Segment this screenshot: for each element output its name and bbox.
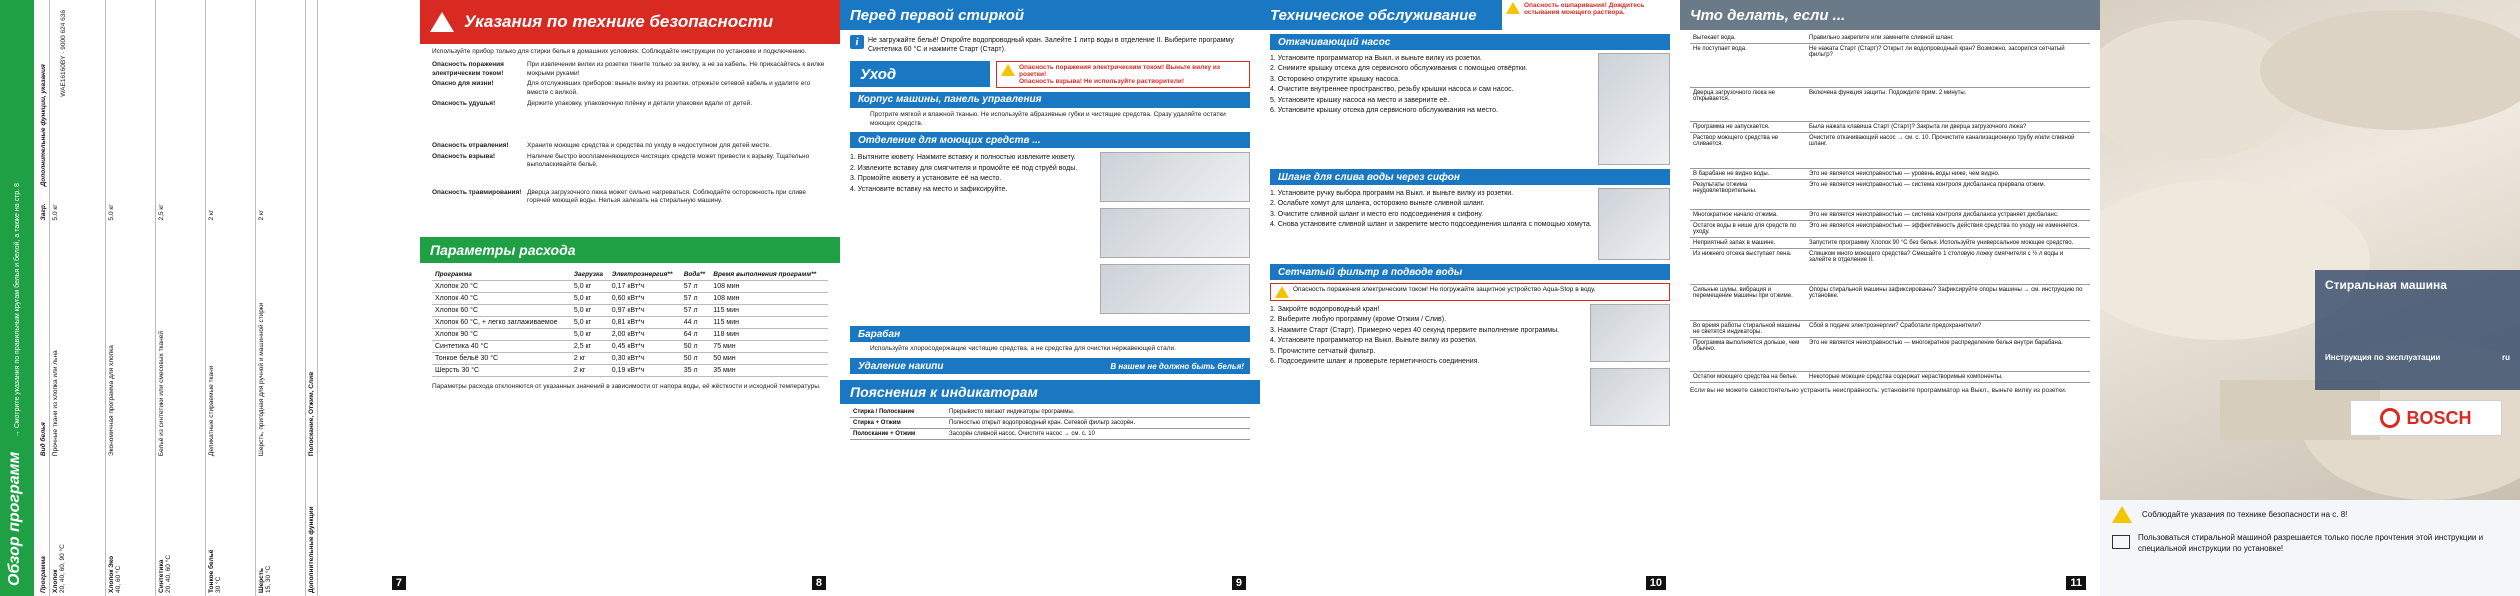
safety-header [420, 0, 840, 44]
row-temp: 40, 60 °C [115, 565, 122, 593]
row-name: Синтетика [158, 559, 165, 593]
cell: Была нажата клавиша Старт (Старт)? Закрыта ли дверца загрузочного люка? [1806, 122, 2090, 133]
towel-shape [2260, 10, 2520, 130]
cell: Хлопок 20 °C [432, 280, 571, 292]
troubleshooting-table [1690, 33, 2090, 383]
cell: Сильные шумы, вибрация и перемещение машины при отжиме. [1690, 285, 1806, 321]
cell: Некоторые моющие средства содержат нерастворимые компоненты. [1806, 372, 2090, 383]
table-row [1690, 338, 2090, 372]
cell: Во время работы стиральной машины не светятся индикаторы. [1690, 321, 1806, 338]
col-load: Загрузка [571, 269, 609, 281]
safety-label: Опасность удушья! [432, 99, 496, 107]
consumption-table [432, 269, 828, 377]
list-item [432, 153, 828, 187]
cell: 50 л [681, 340, 711, 352]
drum-text: Используйте хлоросодержащие чистящие средства, а не средства для очистки нержавеющей стали. [870, 345, 1176, 353]
table-row [850, 429, 1250, 440]
cell: Многократное начало отжима. [1690, 210, 1806, 221]
row-name: Тонкое бельё [208, 549, 215, 593]
cell: Правильно закрепите или замените сливной шланг. [1806, 33, 2090, 44]
page-number-10: 10 [1646, 576, 1666, 590]
list-item: 4. Установите программатор на Выкл. Выньте вилку из розетки. [1270, 337, 1477, 345]
care-panel [840, 0, 1260, 596]
table-row [1690, 169, 2090, 180]
warning-icon [1506, 2, 1520, 14]
scald-text: Опасность ошпаривания! Дождитесь остывания моющего раствора. [1524, 2, 1645, 16]
col-time: Время выполнения программ** [710, 269, 828, 281]
cell: Включена функция защиты. Подождите прим. 2 минуты. [1806, 88, 2090, 122]
cover-notes [2100, 506, 2520, 555]
table-row [850, 418, 1250, 429]
table-row [1690, 122, 2090, 133]
manual-title: Инструкция по эксплуатации [2325, 353, 2441, 362]
cell: 0,19 кВт*ч [609, 364, 681, 376]
list-item [432, 189, 828, 229]
cell: Остатки моющего средства на белье. [1690, 372, 1806, 383]
col-extra: Дополнительные функции, указания [38, 0, 50, 189]
safety-label: Опасность поражения электрическим током! [432, 60, 504, 77]
table-row [1690, 238, 2090, 249]
filter-header: Сетчатый фильтр в подводе воды [1270, 264, 1670, 280]
list-item: 2. Ослабьте хомут для шланга, осторожно выньте сливной шланг. [1270, 200, 1485, 208]
table-row [50, 0, 106, 596]
bosch-logo [2350, 400, 2502, 436]
list-item [432, 61, 828, 79]
safety-text: Наличие быстро воспламеняющихся чистящих средств может привести к взрыву. Тщательно выполаскивайте бельё. [527, 152, 810, 169]
list-item: 2. Извлеките вставку для смягчителя и промойте её под струёй воды. [850, 164, 1078, 172]
safety-label: Опасность травмирования! [432, 188, 522, 196]
safety-panel [420, 0, 840, 596]
table-row [432, 352, 828, 364]
filter-step: Установите программатор на Выкл. Выньте вилку из розетки. [1277, 337, 1477, 345]
cell: Неприятный запах в машине. [1690, 238, 1806, 249]
safety-label: Опасность взрыва! [432, 152, 496, 160]
cover-warning-text: Соблюдайте указания по технике безопасности на с. 8! [2142, 510, 2348, 519]
uhod-header: Уход [850, 61, 990, 87]
cell: 115 мин [710, 316, 828, 328]
hose-step: Установите ручку выбора программ на Выкл. и выньте вилку из розетки. [1277, 190, 1514, 197]
table-row [106, 0, 156, 596]
warning-icon [1275, 286, 1289, 298]
list-item: 3. Очистите сливной шланг и место его подсоединения к сифону. [1270, 210, 1484, 218]
cell: 57 л [681, 280, 711, 292]
model-number: WAE16160BY [60, 55, 67, 97]
row-load: 5,0 кг [106, 189, 156, 223]
pump-step: Снимите крышку отсека для сервисного обслуживания с помощью отвёртки. [1277, 65, 1528, 73]
warning-icon [1001, 64, 1015, 76]
col-type: Вид белья [38, 223, 50, 459]
cell: 0,30 кВт*ч [609, 352, 681, 364]
safety-title: Указания по технике безопасности [464, 12, 774, 31]
indicators-header: Пояснения к индикаторам [840, 380, 1260, 404]
cell: Хлопок 40 °C [432, 292, 571, 304]
table-row [206, 0, 256, 596]
filter-step: Нажмите Старт (Старт). Примерно через 40 секунд прервите выполнение программы. [1277, 326, 1560, 334]
row-temp: 15, 30 °C [265, 565, 272, 593]
cell: Из нижнего отсека выступает пена. [1690, 249, 1806, 285]
cell: Тонкое бельё 30 °C [432, 352, 571, 364]
hose-step: Ослабьте хомут для шланга, осторожно выньте сливной шланг. [1277, 200, 1485, 208]
before-first-wash-block [850, 35, 1250, 56]
table-row [306, 0, 318, 596]
uhod-warning [996, 61, 1250, 88]
cell: 118 мин [710, 328, 828, 340]
table-row [1690, 33, 2090, 44]
cell: Программа выполняется дольше, чем обычно. [1690, 338, 1806, 372]
list-item: 3. Промойте кювету и установите её на место. [850, 175, 1002, 183]
bosch-armature-icon [2380, 408, 2400, 428]
filter-step: Выберите любую программу (кроме Отжим / Слив). [1277, 316, 1447, 324]
table-row [432, 364, 828, 376]
table-row [432, 316, 828, 328]
cell: Запустите программу Хлопок 90 °C без белья. Используйте универсальное моющее средство. [1806, 238, 2090, 249]
cell: 44 л [681, 316, 711, 328]
cover-book-text: Пользоваться стиральной машиной разрешается только после прочтения этой инструкции и специальной инструкции по установке! [2138, 533, 2484, 553]
table-row [432, 304, 828, 316]
cell: Это не является неисправностью — система контроля дисбаланса прервала отжим. [1806, 180, 2090, 210]
table-row [1690, 249, 2090, 285]
cell: 0,81 кВт*ч [609, 316, 681, 328]
row-name: Хлопок [52, 569, 59, 593]
cell: 5,0 кг [571, 304, 609, 316]
row-note: Экономичная программа для хлопка [106, 223, 156, 459]
filter-step: Прочистите сетчатый фильтр. [1277, 347, 1376, 355]
cell: 2,00 кВт*ч [609, 328, 681, 340]
troubleshooting-header: Что делать, если ... [1680, 0, 2100, 30]
list-item [432, 100, 828, 140]
cell: 108 мин [710, 292, 828, 304]
list-item: 2. Выберите любую программу (кроме Отжим / Слив). [1270, 316, 1447, 324]
cell: 64 л [681, 328, 711, 340]
cell: Слишком много моющего средства? Смешайте 1 столовую ложку смягчителя с ½ л воды и залейте в отделение II. [1806, 249, 2090, 285]
program-overview-rotated [0, 0, 420, 596]
safety-text: Храните моющие средства и средства по уходу в недоступном для детей месте. [527, 141, 771, 149]
cell: Не поступает вода. [1690, 44, 1806, 88]
table-row [1690, 133, 2090, 169]
warning-icon [2112, 506, 2132, 523]
row-name: Хлопок Эко [108, 555, 115, 593]
table-row [156, 0, 206, 596]
cell: 35 мин [710, 364, 828, 376]
list-item: 5. Прочистите сетчатый фильтр. [1270, 347, 1376, 355]
list-item: 1. Закройте водопроводный кран! [1270, 306, 1380, 313]
list-item [432, 80, 828, 98]
cell: 2,5 кг [571, 340, 609, 352]
col-program: Программа [432, 269, 571, 281]
document-number: 9000 624 636 [60, 10, 67, 50]
table-row [1690, 321, 2090, 338]
cell: Сбой в подаче электроэнергии? Сработали предохранители? [1806, 321, 2090, 338]
pump-block [1270, 53, 1670, 165]
list-item: 6. Подсоедините шланг и проверьте герметичность соединения. [1270, 358, 1480, 366]
tray-illustration-1 [1100, 152, 1250, 202]
row-load: 5,0 кг [50, 189, 106, 223]
tray-step: Вытяните кювету. Нажмите вставку и полностью извлеките кювету. [857, 154, 1076, 162]
hose-step: Снова установите сливной шланг и закрепите место подсоединения шланга с помощью хомута. [1277, 221, 1592, 229]
cell: Результаты отжима неудовлетворительны. [1690, 180, 1806, 210]
cell: 0,17 кВт*ч [609, 280, 681, 292]
safety-text: Для отслуживших приборов: выньте вилку из розетки, отрежьте сетевой кабель и удалите его вместе с вилкой. [527, 80, 811, 97]
indicators-table [850, 407, 1250, 440]
col-load: Загр. [38, 189, 50, 223]
hose-block [1270, 188, 1670, 260]
tray-step: Промойте кювету и установите её на место. [857, 175, 1002, 183]
corpus-header: Корпус машины, панель управления [850, 92, 1250, 108]
table-row [1690, 221, 2090, 238]
descale-note: В нашем не должно быть белья! [1110, 361, 1244, 371]
row-load: 2,5 кг [156, 189, 206, 223]
cover-photo [2100, 0, 2520, 500]
cell: Хлопок 60 °C, + легко заглаживаемое [432, 316, 571, 328]
consumption-footnote: Параметры расхода отклоняются от указанных значений в зависимости от напора воды, её жёсткости и исходной температуры. [432, 382, 821, 390]
page-number-9: 9 [1232, 576, 1246, 590]
table-row [432, 292, 828, 304]
filter-step: Закройте водопроводный кран! [1277, 306, 1380, 313]
table-row [432, 340, 828, 352]
row-note: Бельё из синтетики или смесовых тканей [156, 223, 206, 459]
cell: 108 мин [710, 280, 828, 292]
program-table-header [38, 0, 50, 596]
pump-step: Установите крышку насоса на место и заверните её. [1277, 96, 1450, 104]
cell: 0,60 кВт*ч [609, 292, 681, 304]
cell: Остаток воды в нише для средств по уходу. [1690, 221, 1806, 238]
info-icon: i [850, 35, 864, 49]
list-item: 2. Снимите крышку отсека для сервисного обслуживания с помощью отвёртки. [1270, 65, 1528, 73]
program-table [38, 0, 318, 596]
tray-header: Отделение для моющих средств ... [850, 132, 1250, 148]
cell: Это не является неисправностью — многократное распределение белья внутри барабана. [1806, 338, 2090, 372]
tray-block [850, 152, 1250, 314]
cell: 50 мин [710, 352, 828, 364]
cell: Опоры стиральной машины зафиксированы? Зафиксируйте опоры машины → см. инструкцию по установке. [1806, 285, 2090, 321]
descale-title: Удаление накипи [858, 360, 944, 372]
pump-header: Откачивающий насос [1270, 34, 1670, 50]
hose-step: Очистите сливной шланг и место его подсоединения к сифону. [1277, 210, 1484, 218]
hose-header: Шланг для слива воды через сифон [1270, 169, 1670, 185]
cell: Очистите откачивающий насос → см. с. 10. Прочистите канализационную трубу и/или сливной шланг. [1806, 133, 2090, 169]
table-row [850, 407, 1250, 418]
book-icon [2112, 535, 2130, 549]
overview-intro: → Смотрите указания по правильным кругам белья и белой, а также на стр. 8 [14, 183, 21, 438]
table-row [1690, 285, 2090, 321]
consumption-header: Параметры расхода [420, 237, 840, 263]
row-note: Деликатные стираемые ткани [206, 223, 256, 459]
tray-illustration-2 [1100, 208, 1250, 258]
filter-warning-text: Опасность поражения электрическим током! Не погружайте защитное устройство Aqua-Stop в воду. [1293, 286, 1596, 293]
list-item: 1. Установите ручку выбора программ на Выкл. и выньте вилку из розетки. [1270, 190, 1514, 197]
cell: 5,0 кг [571, 292, 609, 304]
descale-header [850, 358, 1250, 374]
row-name: Шерсть [258, 568, 265, 593]
table-row [1690, 372, 2090, 383]
hose-illustration [1598, 188, 1670, 260]
warning-triangle-icon [430, 12, 454, 32]
bosch-brand-text: BOSCH [2406, 407, 2472, 428]
cell: 75 мин [710, 340, 828, 352]
maintenance-header: Техническое обслуживание [1260, 0, 1502, 30]
filter-illustration-1 [1590, 304, 1670, 362]
tray-step: Установите вставку на место и зафиксируйте. [857, 185, 1008, 193]
cover-panel [2100, 0, 2520, 596]
overview-title-text: Обзор программ [6, 451, 23, 586]
cell: Раствор моющего средства не сливается. [1690, 133, 1806, 169]
cell: Засорён сливной насос. Очистите насос → см. с. 10 [946, 429, 1250, 440]
row-note: Прочные ткани из хлопка или льна [50, 223, 106, 459]
table-row [432, 328, 828, 340]
table-row [1690, 210, 2090, 221]
cell: 2 кг [571, 352, 609, 364]
filter-step: Подсоедините шланг и проверьте герметичность соединения. [1277, 358, 1480, 366]
maintenance-header-row [1260, 0, 1680, 30]
list-item [432, 142, 828, 151]
troubleshooting-footer: Если вы не можете самостоятельно устранить неисправность: установите программатор на Выкл., выньте вилку из розетки. [1690, 387, 2067, 394]
table-row [1690, 180, 2090, 210]
cell: Хлопок 60 °C [432, 304, 571, 316]
cell: 5,0 кг [571, 280, 609, 292]
table-row [432, 280, 828, 292]
cell: Стирка + Отжим [850, 418, 946, 429]
maintenance-panel [1260, 0, 1680, 596]
pump-step: Установите крышку отсека для сервисного обслуживания на место. [1277, 107, 1498, 115]
cell: Это не является неисправностью — система контроля дисбаланса устраняет дисбаланс. [1806, 210, 2090, 221]
language-code: ru [2502, 353, 2510, 362]
model-code: WAE16160BY · 9000 624 636 [60, 10, 67, 97]
pump-step: Очистите внутреннее пространство, резьбу крышки насоса и сам насос. [1277, 86, 1514, 94]
cell: 0,97 кВт*ч [609, 304, 681, 316]
warn-electric: Опасность поражения электрическим током! Выньте вилку из розетки! [1019, 63, 1221, 78]
filter-block [1270, 304, 1670, 426]
safety-label: Опасность отравления! [432, 141, 509, 149]
cell: Прерывисто мигают индикаторы программы. [946, 407, 1250, 418]
safety-label: Опасно для жизни! [432, 80, 494, 88]
drum-header: Барабан [850, 326, 1250, 342]
cell: Хлопок 90 °C [432, 328, 571, 340]
warn-explosion: Опасность взрыва! Не используйте растворители! [1019, 77, 1185, 85]
cell: 5,0 кг [571, 328, 609, 340]
pump-illustration [1598, 53, 1670, 165]
row-load: 2 кг [256, 189, 306, 223]
cell: 35 л [681, 364, 711, 376]
row-temp: 30 °C [215, 576, 222, 593]
filter-illustration-2 [1590, 368, 1670, 426]
safety-list [432, 61, 828, 229]
page-number-7: 7 [392, 576, 406, 590]
cell: Полностью открыт водопроводный кран. Сетевой фильтр засорён. [946, 418, 1250, 429]
product-title: Стиральная машина [2325, 278, 2447, 292]
row-temp: 20, 40, 60, 90 °C [59, 544, 66, 593]
list-item: 3. Осторожно открутите крышку насоса. [1270, 75, 1401, 83]
tray-illustration-3 [1100, 264, 1250, 314]
tray-step: Извлеките вставку для смягчителя и промойте её под струёй воды. [857, 164, 1078, 172]
cell: 5,0 кг [571, 316, 609, 328]
list-item: 6. Установите крышку отсека для сервисного обслуживания на место. [1270, 107, 1498, 115]
col-energy: Электроэнергия** [609, 269, 681, 281]
table-row [1690, 44, 2090, 88]
page-number-8: 8 [812, 576, 826, 590]
title-band [2315, 270, 2520, 390]
cell: Это не является неисправностью — эффективность действия средства по уходу не изменяется. [1806, 221, 2090, 238]
corpus-text: Протрите мягкой и влажной тканью. Не используйте абразивные губки и чистящие средства. Сразу удаляйте остатки моющих средств. [870, 110, 1226, 127]
scald-warning [1502, 0, 1680, 30]
before-first-wash-text: Не загружайте бельё! Откройте водопроводный кран. Залейте 1 литр воды в отделение II. Выберите программу Синтетика 60 °C и нажмите Старт (Старт). [868, 37, 1234, 54]
col-program: Программа [38, 459, 50, 596]
cover-book-note [2112, 533, 2508, 555]
list-item: 4. Установите вставку на место и зафиксируйте. [850, 185, 1008, 193]
cell: Это не является неисправностью — уровень воды ниже, чем видно. [1806, 169, 2090, 180]
list-item: 3. Нажмите Старт (Старт). Примерно через 40 секунд прервите выполнение программы. [1270, 326, 1560, 334]
cell: Синтетика 40 °C [432, 340, 571, 352]
pump-step: Установите программатор на Выкл. и выньте вилку из розетки. [1277, 55, 1482, 62]
table-row [256, 0, 306, 596]
row-load: 2 кг [206, 189, 256, 223]
cell: В барабане не видно воды. [1690, 169, 1806, 180]
cover-warning [2112, 506, 2508, 523]
troubleshooting-panel [1680, 0, 2100, 596]
safety-intro: Используйте прибор только для стирки белья в домашних условиях. Соблюдайте инструкции по установке и подключению. [432, 48, 807, 55]
cell: 2 кг [571, 364, 609, 376]
cell: Дверца загрузочного люка не открывается. [1690, 88, 1806, 122]
pump-step: Осторожно открутите крышку насоса. [1277, 75, 1401, 83]
row-note: Шерсть, пригодная для ручной и машинной стирки [256, 223, 306, 459]
safety-text: Держите упаковку, упаковочную плёнку и детали упаковки вдали от детей. [527, 99, 753, 107]
col-water: Вода** [681, 269, 711, 281]
filter-warning [1270, 283, 1670, 301]
safety-text: Дверца загрузочного люка может сильно нагреваться. Соблюдайте осторожность при сливе горячей моющей воды. Нельзя залезать на стиральную машину. [527, 188, 807, 205]
cell: Вытекает вода. [1690, 33, 1806, 44]
cell: 0,45 кВт*ч [609, 340, 681, 352]
cell: Шерсть 30 °C [432, 364, 571, 376]
row-temp: 20, 40, 60 °C [165, 554, 172, 593]
program-overview-panel [0, 0, 420, 596]
table-header [432, 269, 828, 281]
cell: 115 мин [710, 304, 828, 316]
cell: Полоскание + Отжим [850, 429, 946, 440]
table-row [1690, 88, 2090, 122]
uhod-row [850, 61, 1250, 88]
safety-text: При извлечении вилки из розетки тяните только за вилку, а не за кабель. Не прикасайтесь к вилке мокрыми руками! [527, 60, 825, 77]
list-item: 1. Установите программатор на Выкл. и выньте вилку из розетки. [1270, 55, 1482, 62]
before-first-wash-header: Перед первой стиркой [840, 0, 1260, 30]
cell: 57 л [681, 292, 711, 304]
cell: Не нажата Старт (Старт)? Открыт ли водопроводный кран? Возможно, засорился сетчатый фильтр? [1806, 44, 2090, 88]
cell: 57 л [681, 304, 711, 316]
page-number-11: 11 [2066, 576, 2086, 590]
cell: 50 л [681, 352, 711, 364]
extra-items: Полоскание, Отжим, Слив [306, 0, 318, 459]
list-item: 1. Вытяните кювету. Нажмите вставку и полностью извлеките кювету. [850, 154, 1076, 162]
program-overview-title [0, 0, 34, 596]
cell: Стирка / Полоскание [850, 407, 946, 418]
list-item: 4. Очистите внутреннее пространство, резьбу крышки насоса и сам насос. [1270, 86, 1514, 94]
list-item: 4. Снова установите сливной шланг и закрепите место подсоединения шланга с помощью хомута. [1270, 221, 1592, 229]
cell: Программа не запускается. [1690, 122, 1806, 133]
extra-header: Дополнительные функции [306, 459, 318, 596]
list-item: 5. Установите крышку насоса на место и заверните её. [1270, 96, 1450, 104]
